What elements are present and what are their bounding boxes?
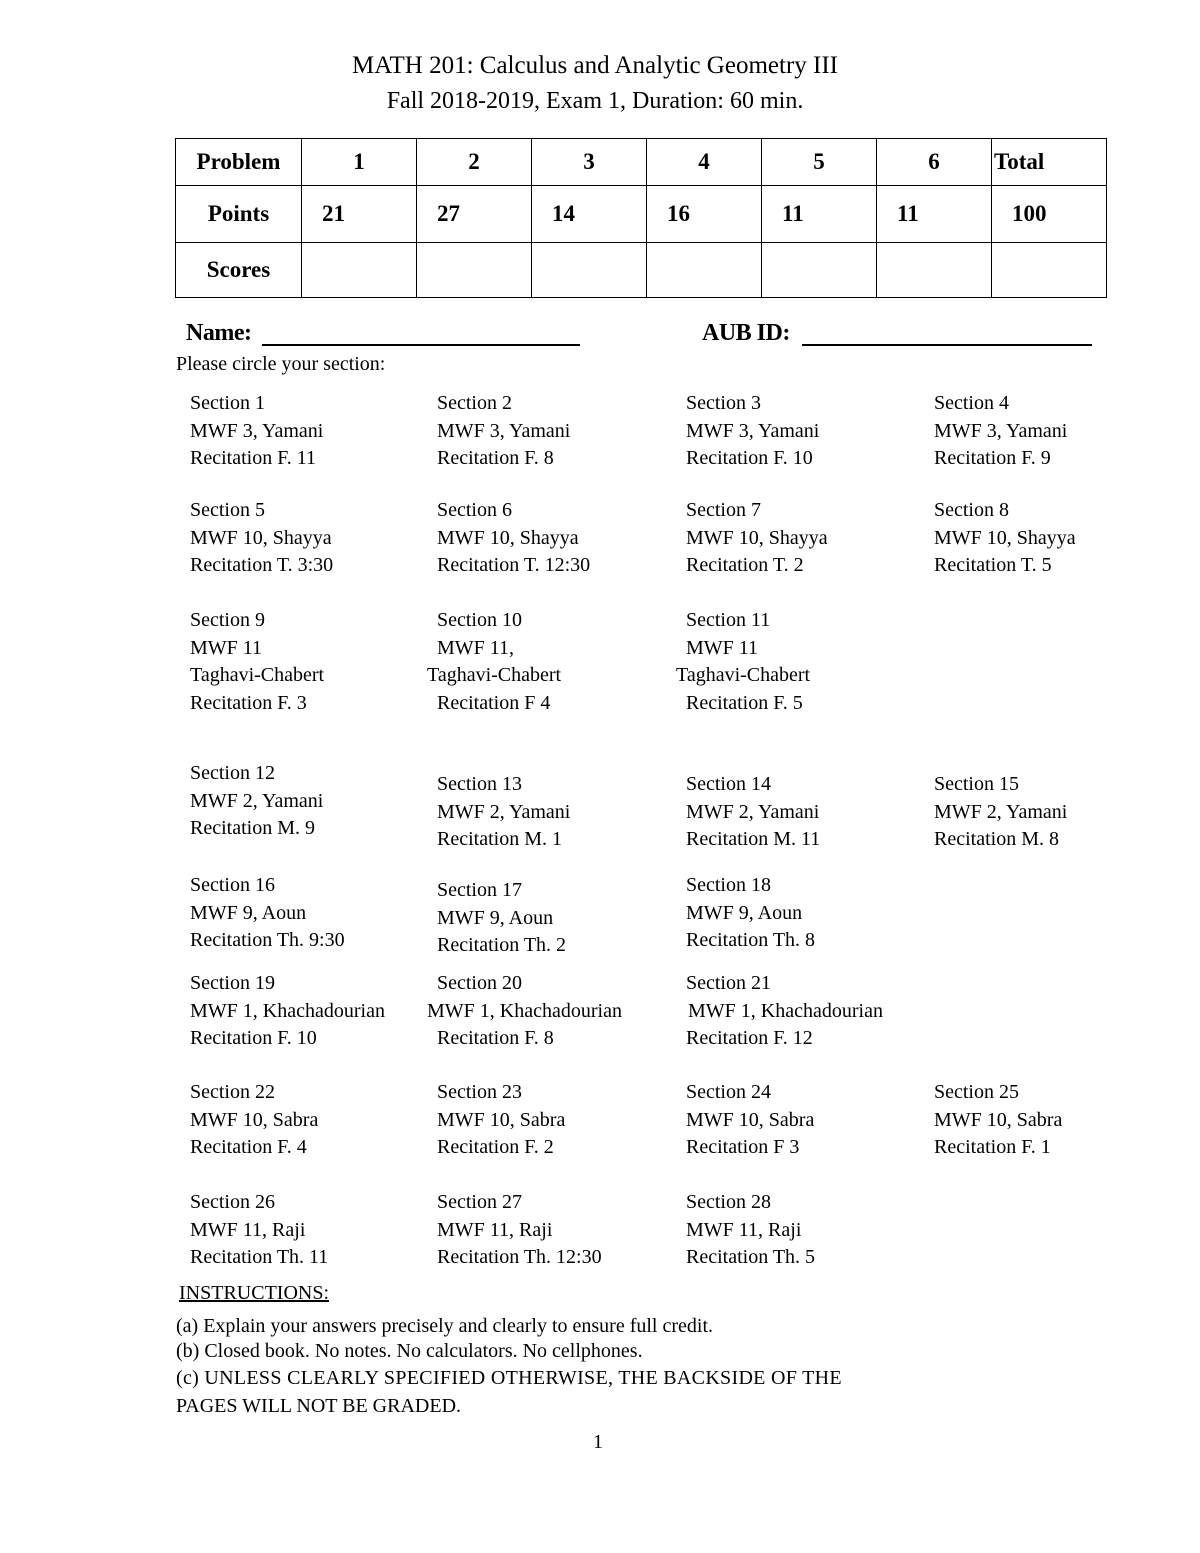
section-line: Section 22 [190, 1081, 275, 1103]
aub-id-label: AUB ID: [702, 320, 790, 346]
score-entry-cell[interactable] [417, 243, 532, 298]
section-line: Section 16 [190, 874, 275, 896]
section-line: Recitation F 4 [437, 691, 551, 714]
aub-id-field[interactable] [802, 344, 1092, 346]
table-cell: 16 [647, 186, 762, 243]
section-option-12[interactable] [190, 760, 323, 843]
table-cell: Points [176, 186, 302, 243]
section-line: Section 2 [437, 392, 512, 414]
score-entry-cell[interactable] [762, 243, 877, 298]
table-cell: 4 [647, 139, 762, 186]
section-line: Section 7 [686, 499, 761, 521]
section-option-5[interactable] [190, 497, 333, 580]
section-line: Recitation Th. 2 [437, 934, 567, 956]
section-line: MWF 11 [686, 636, 759, 659]
section-line: MWF 3, Yamani [934, 419, 1068, 442]
section-line: MWF 11 [190, 636, 263, 659]
instruction-b: (b) Closed book. No notes. No calculators. No cellphones. [176, 1340, 643, 1362]
table-row-problem [176, 139, 1107, 186]
section-line: Recitation T. 12:30 [437, 554, 591, 576]
section-option-2[interactable] [437, 390, 570, 473]
section-line: MWF 2, Yamani [934, 800, 1068, 823]
section-line: Section 14 [686, 773, 771, 795]
section-line: MWF 9, Aoun [686, 901, 803, 924]
score-table [175, 138, 1107, 298]
table-cell: 100 [992, 186, 1107, 243]
section-option-7[interactable] [686, 497, 828, 580]
section-line: Recitation F. 2 [437, 1136, 554, 1158]
section-line: Section 24 [686, 1081, 771, 1103]
score-entry-cell[interactable] [877, 243, 992, 298]
section-option-3[interactable] [686, 390, 819, 473]
instruction-c-line2: PAGES WILL NOT BE GRADED. [176, 1395, 462, 1417]
section-line: Section 11 [686, 609, 771, 631]
table-cell: 11 [762, 186, 877, 243]
section-option-25[interactable] [934, 1079, 1062, 1162]
section-option-17[interactable] [437, 877, 566, 960]
section-line: MWF 9, Aoun [190, 901, 307, 924]
section-line: Recitation M. 1 [437, 828, 562, 850]
section-line: Section 19 [190, 972, 275, 994]
table-cell: 1 [302, 139, 417, 186]
section-option-22[interactable] [190, 1079, 318, 1162]
table-row-points [176, 186, 1107, 243]
section-line: Recitation T. 3:30 [190, 554, 334, 576]
section-line: Recitation F. 4 [190, 1136, 307, 1158]
table-cell: Total [992, 139, 1107, 186]
instruction-a: (a) Explain your answers precisely and clearly to ensure full credit. [176, 1315, 714, 1337]
section-line: MWF 10, Shayya [190, 526, 332, 549]
section-option-15[interactable] [934, 771, 1067, 854]
name-label: Name: [186, 320, 252, 346]
section-line: MWF 10, Sabra [190, 1108, 319, 1131]
name-field[interactable] [262, 344, 580, 346]
section-line: Section 4 [934, 392, 1009, 414]
section-option-4[interactable] [934, 390, 1067, 473]
section-line: MWF 10, Sabra [934, 1108, 1063, 1131]
section-line: Section 12 [190, 762, 275, 784]
section-line: MWF 3, Yamani [437, 419, 571, 442]
section-line: Recitation Th. 12:30 [437, 1246, 602, 1268]
section-option-26[interactable] [190, 1189, 328, 1272]
section-line: Section 23 [437, 1081, 522, 1103]
section-line: MWF 10, Shayya [934, 526, 1076, 549]
section-option-13[interactable] [437, 771, 570, 854]
exam-subtitle: Fall 2018-2019, Exam 1, Duration: 60 min. [386, 88, 804, 114]
section-line: Section 18 [686, 874, 771, 896]
section-line: Section 13 [437, 773, 522, 795]
section-line: MWF 11, Raji [190, 1218, 306, 1241]
section-line: Recitation Th. 5 [686, 1246, 816, 1268]
section-line: MWF 11, [437, 636, 515, 659]
table-cell: 2 [417, 139, 532, 186]
table-cell: Scores [176, 243, 302, 298]
section-line: Recitation M. 11 [686, 828, 821, 850]
section-option-10[interactable] [427, 607, 562, 717]
section-option-19[interactable] [190, 970, 385, 1053]
section-line: MWF 9, Aoun [437, 906, 554, 929]
section-line: Section 21 [686, 972, 771, 994]
section-line: Section 28 [686, 1191, 771, 1213]
section-option-18[interactable] [686, 872, 815, 955]
section-line: Recitation Th. 8 [686, 929, 816, 951]
section-line: Taghavi-Chabert [676, 664, 811, 686]
section-line: Section 26 [190, 1191, 275, 1213]
table-cell: 6 [877, 139, 992, 186]
section-line: Section 25 [934, 1081, 1019, 1103]
section-option-21[interactable] [686, 970, 883, 1053]
table-cell: 27 [417, 186, 532, 243]
section-line: Recitation M. 9 [190, 817, 315, 839]
section-line: Recitation F. 10 [190, 1027, 317, 1049]
section-line: Recitation Th. 11 [190, 1246, 329, 1268]
circle-section-instruction: Please circle your section: [176, 353, 386, 375]
table-cell: 5 [762, 139, 877, 186]
section-option-11[interactable] [676, 607, 811, 717]
table-cell: Problem [176, 139, 302, 186]
section-line: Section 27 [437, 1191, 522, 1213]
section-line: Recitation M. 8 [934, 828, 1059, 850]
section-line: Recitation T. 2 [686, 554, 804, 576]
section-line: Recitation F 3 [686, 1136, 800, 1158]
section-line: MWF 3, Yamani [686, 419, 820, 442]
section-line: Recitation F. 11 [190, 447, 316, 469]
score-entry-cell[interactable] [532, 243, 647, 298]
section-line: Recitation F. 3 [190, 691, 307, 714]
section-line: Recitation T. 5 [934, 554, 1052, 576]
section-option-28[interactable] [686, 1189, 815, 1272]
section-line: Section 9 [190, 609, 265, 631]
section-option-14[interactable] [686, 771, 820, 854]
section-option-20[interactable] [427, 970, 622, 1053]
section-line: Section 5 [190, 499, 265, 521]
table-cell: 21 [302, 186, 417, 243]
table-row-scores [176, 243, 1107, 298]
table-cell: 14 [532, 186, 647, 243]
section-line: Section 17 [437, 879, 522, 901]
section-line: Recitation Th. 9:30 [190, 929, 345, 951]
table-cell: 11 [877, 186, 992, 243]
section-line: MWF 10, Sabra [686, 1108, 815, 1131]
section-option-1[interactable] [190, 390, 323, 473]
section-line: MWF 1, Khachadourian [190, 999, 385, 1022]
section-line: Section 20 [437, 972, 522, 994]
score-entry-cell[interactable] [302, 243, 417, 298]
section-option-8[interactable] [934, 497, 1076, 580]
section-option-23[interactable] [437, 1079, 565, 1162]
score-entry-cell[interactable] [647, 243, 762, 298]
section-line: Recitation F. 9 [934, 447, 1051, 469]
table-cell: 3 [532, 139, 647, 186]
section-line: MWF 2, Yamani [190, 789, 324, 812]
section-line: Taghavi-Chabert [190, 664, 325, 686]
section-line: Recitation F. 5 [686, 691, 803, 714]
section-line: Recitation F. 1 [934, 1136, 1051, 1158]
section-line: MWF 10, Shayya [686, 526, 828, 549]
section-line: Section 6 [437, 499, 512, 521]
section-line: MWF 1, Khachadourian [688, 999, 883, 1022]
section-line: Recitation F. 12 [686, 1027, 813, 1049]
section-line: Section 15 [934, 773, 1019, 795]
section-line: Section 10 [437, 609, 522, 631]
section-line: MWF 2, Yamani [437, 800, 571, 823]
section-line: Section 8 [934, 499, 1009, 521]
instructions-title: INSTRUCTIONS: [179, 1282, 330, 1304]
section-line: Taghavi-Chabert [427, 664, 562, 686]
section-line: MWF 10, Sabra [437, 1108, 566, 1131]
section-line: Section 1 [190, 392, 265, 414]
section-option-6[interactable] [437, 497, 590, 580]
exam-title: MATH 201: Calculus and Analytic Geometry III [351, 52, 838, 79]
instruction-c-line1: (c) UNLESS CLEARLY SPECIFIED OTHERWISE, THE BACKSIDE OF THE [176, 1367, 842, 1389]
section-line: Recitation F. 8 [437, 1027, 554, 1049]
page-number: 1 [593, 1431, 603, 1453]
section-line: MWF 10, Shayya [437, 526, 579, 549]
section-line: Section 3 [686, 392, 761, 414]
section-line: MWF 2, Yamani [686, 800, 820, 823]
section-line: Recitation F. 10 [686, 447, 813, 469]
section-line: MWF 11, Raji [437, 1218, 553, 1241]
score-entry-cell[interactable] [992, 243, 1107, 298]
section-option-9[interactable] [190, 607, 324, 717]
section-option-27[interactable] [437, 1189, 602, 1272]
section-option-16[interactable] [190, 872, 345, 955]
section-option-24[interactable] [686, 1079, 814, 1162]
section-line: MWF 11, Raji [686, 1218, 802, 1241]
section-line: MWF 3, Yamani [190, 419, 324, 442]
section-line: MWF 1, Khachadourian [427, 999, 622, 1022]
section-line: Recitation F. 8 [437, 447, 554, 469]
